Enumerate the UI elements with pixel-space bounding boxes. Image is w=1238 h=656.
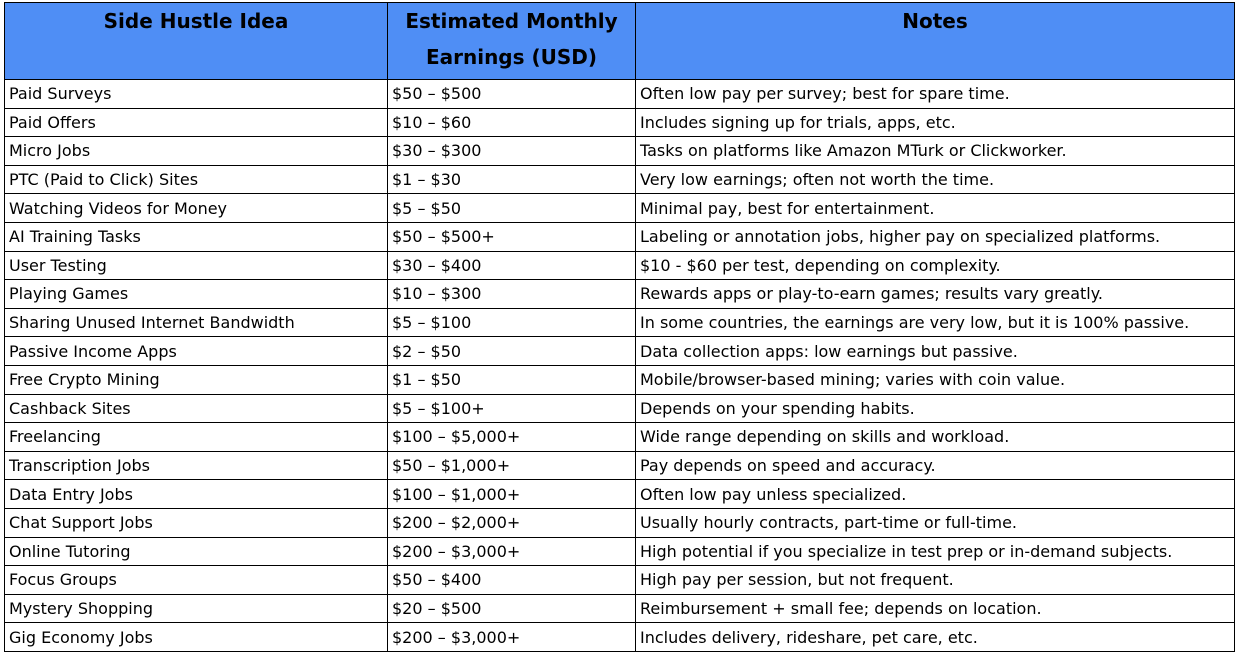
earnings-cell[interactable]: $10 – $60 xyxy=(388,108,636,137)
notes-cell[interactable]: Wide range depending on skills and workload. xyxy=(636,423,1235,452)
notes-cell[interactable]: Reimbursement + small fee; depends on location. xyxy=(636,594,1235,623)
table-row xyxy=(5,394,1235,423)
table-row xyxy=(5,623,1235,652)
earnings-cell[interactable]: $50 – $500 xyxy=(388,80,636,109)
table-row xyxy=(5,108,1235,137)
earnings-cell[interactable]: $2 – $50 xyxy=(388,337,636,366)
notes-cell[interactable]: Very low earnings; often not worth the time. xyxy=(636,165,1235,194)
table-row xyxy=(5,423,1235,452)
idea-cell[interactable]: Focus Groups xyxy=(5,566,388,595)
notes-cell[interactable]: Often low pay unless specialized. xyxy=(636,480,1235,509)
notes-cell[interactable]: Data collection apps: low earnings but passive. xyxy=(636,337,1235,366)
earnings-cell[interactable]: $100 – $5,000+ xyxy=(388,423,636,452)
idea-cell[interactable]: Cashback Sites xyxy=(5,394,388,423)
table-row xyxy=(5,508,1235,537)
idea-cell[interactable]: PTC (Paid to Click) Sites xyxy=(5,165,388,194)
notes-cell[interactable]: Mobile/browser-based mining; varies with coin value. xyxy=(636,365,1235,394)
table-row xyxy=(5,280,1235,309)
table-row xyxy=(5,480,1235,509)
notes-cell[interactable]: Includes signing up for trials, apps, etc. xyxy=(636,108,1235,137)
idea-cell[interactable]: Sharing Unused Internet Bandwidth xyxy=(5,308,388,337)
header-notes[interactable]: Notes xyxy=(636,3,1235,80)
earnings-cell[interactable]: $10 – $300 xyxy=(388,280,636,309)
notes-cell[interactable]: Pay depends on speed and accuracy. xyxy=(636,451,1235,480)
notes-cell[interactable]: Tasks on platforms like Amazon MTurk or Clickworker. xyxy=(636,137,1235,166)
table-row xyxy=(5,308,1235,337)
idea-cell[interactable]: Micro Jobs xyxy=(5,137,388,166)
notes-cell[interactable]: In some countries, the earnings are very low, but it is 100% passive. xyxy=(636,308,1235,337)
notes-cell[interactable]: High pay per session, but not frequent. xyxy=(636,566,1235,595)
table-row xyxy=(5,222,1235,251)
earnings-cell[interactable]: $30 – $400 xyxy=(388,251,636,280)
table-row xyxy=(5,137,1235,166)
header-estimated-monthly-earnings[interactable]: Estimated Monthly Earnings (USD) xyxy=(388,3,636,80)
earnings-cell[interactable]: $1 – $50 xyxy=(388,365,636,394)
notes-cell[interactable]: Rewards apps or play-to-earn games; results vary greatly. xyxy=(636,280,1235,309)
idea-cell[interactable]: AI Training Tasks xyxy=(5,222,388,251)
table-row xyxy=(5,194,1235,223)
table-row xyxy=(5,594,1235,623)
notes-cell[interactable]: Depends on your spending habits. xyxy=(636,394,1235,423)
idea-cell[interactable]: Chat Support Jobs xyxy=(5,508,388,537)
earnings-cell[interactable]: $200 – $3,000+ xyxy=(388,623,636,652)
idea-cell[interactable]: Freelancing xyxy=(5,423,388,452)
earnings-cell[interactable]: $50 – $1,000+ xyxy=(388,451,636,480)
idea-cell[interactable]: Playing Games xyxy=(5,280,388,309)
notes-cell[interactable]: Includes delivery, rideshare, pet care, etc. xyxy=(636,623,1235,652)
table-row xyxy=(5,80,1235,109)
table-row xyxy=(5,365,1235,394)
table-row xyxy=(5,165,1235,194)
earnings-cell[interactable]: $5 – $100 xyxy=(388,308,636,337)
idea-cell[interactable]: Paid Offers xyxy=(5,108,388,137)
table-row xyxy=(5,251,1235,280)
earnings-cell[interactable]: $200 – $2,000+ xyxy=(388,508,636,537)
notes-cell[interactable]: Often low pay per survey; best for spare time. xyxy=(636,80,1235,109)
notes-cell[interactable]: $10 - $60 per test, depending on complexity. xyxy=(636,251,1235,280)
earnings-cell[interactable]: $50 – $500+ xyxy=(388,222,636,251)
earnings-cell[interactable]: $30 – $300 xyxy=(388,137,636,166)
notes-cell[interactable]: Usually hourly contracts, part-time or full-time. xyxy=(636,508,1235,537)
idea-cell[interactable]: Passive Income Apps xyxy=(5,337,388,366)
idea-cell[interactable]: User Testing xyxy=(5,251,388,280)
notes-cell[interactable]: High potential if you specialize in test prep or in-demand subjects. xyxy=(636,537,1235,566)
table-row xyxy=(5,337,1235,366)
idea-cell[interactable]: Paid Surveys xyxy=(5,80,388,109)
idea-cell[interactable]: Data Entry Jobs xyxy=(5,480,388,509)
idea-cell[interactable]: Free Crypto Mining xyxy=(5,365,388,394)
earnings-cell[interactable]: $5 – $50 xyxy=(388,194,636,223)
earnings-cell[interactable]: $5 – $100+ xyxy=(388,394,636,423)
idea-cell[interactable]: Watching Videos for Money xyxy=(5,194,388,223)
earnings-cell[interactable]: $1 – $30 xyxy=(388,165,636,194)
idea-cell[interactable]: Online Tutoring xyxy=(5,537,388,566)
earnings-cell[interactable]: $50 – $400 xyxy=(388,566,636,595)
earnings-cell[interactable]: $20 – $500 xyxy=(388,594,636,623)
side-hustle-table xyxy=(4,2,1235,652)
header-side-hustle-idea[interactable]: Side Hustle Idea xyxy=(5,3,388,80)
table-row xyxy=(5,537,1235,566)
notes-cell[interactable]: Minimal pay, best for entertainment. xyxy=(636,194,1235,223)
idea-cell[interactable]: Gig Economy Jobs xyxy=(5,623,388,652)
notes-cell[interactable]: Labeling or annotation jobs, higher pay on specialized platforms. xyxy=(636,222,1235,251)
earnings-cell[interactable]: $100 – $1,000+ xyxy=(388,480,636,509)
table-row xyxy=(5,566,1235,595)
table-row xyxy=(5,451,1235,480)
header-row xyxy=(5,3,1235,80)
earnings-cell[interactable]: $200 – $3,000+ xyxy=(388,537,636,566)
idea-cell[interactable]: Mystery Shopping xyxy=(5,594,388,623)
idea-cell[interactable]: Transcription Jobs xyxy=(5,451,388,480)
